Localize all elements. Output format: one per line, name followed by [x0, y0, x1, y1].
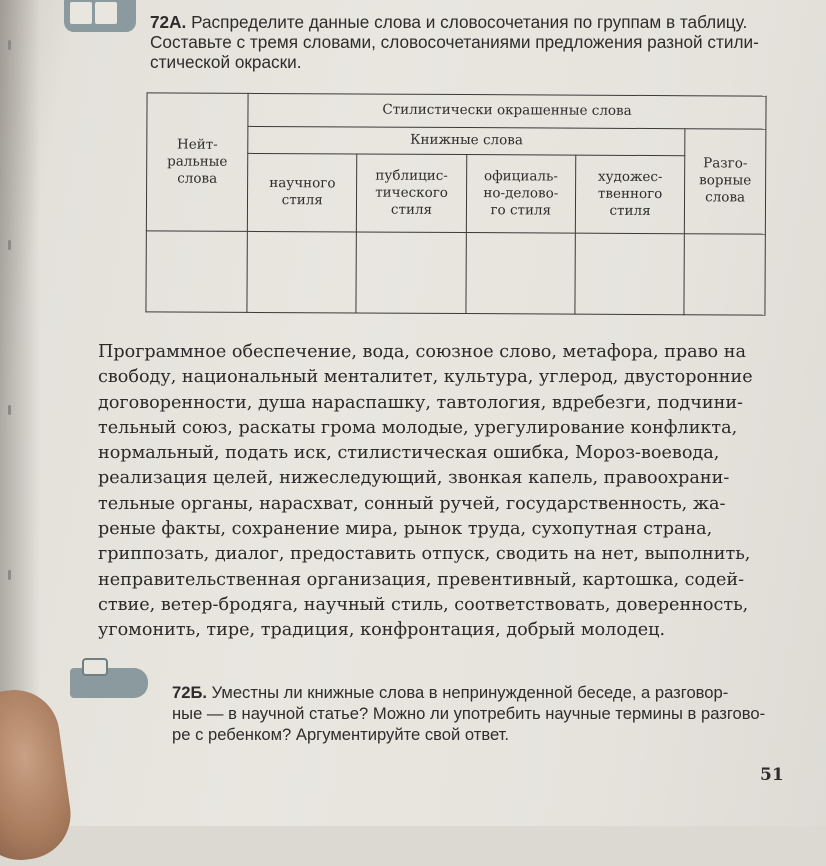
task-72a-line-2: Составьте с тремя словами, словосочетаниями предложения разной стили-: [150, 32, 759, 52]
task-72b: [172, 682, 772, 745]
word-line: неправительственная организация, превентивный, картошка, содей-: [98, 569, 745, 590]
artistic-line-2: твенного: [597, 185, 663, 202]
empty-cell-journalistic: [356, 232, 466, 314]
scientific-line-1: научного: [269, 175, 336, 192]
classification-table: [145, 92, 766, 315]
official-line-1: официаль-: [483, 167, 558, 185]
word-line: тельные органы, нарасхват, сонный ручей, государственность, жа-: [98, 493, 726, 514]
colloquial-words-header: [685, 129, 766, 234]
table-header-row-1: [147, 93, 766, 129]
artistic-style-header: [575, 155, 685, 234]
neutral-header-line-2: ральные: [167, 153, 228, 170]
colloquial-header-line-1: Разго-: [703, 155, 748, 172]
journalistic-line-2: тического: [375, 184, 448, 201]
word-line: договоренности, душа нараспашку, тавтология, вдребезги, подчини-: [98, 392, 743, 413]
empty-cell-artistic: [575, 233, 685, 315]
task-72a-line-1: [150, 12, 760, 32]
page-number: 51: [760, 765, 784, 785]
journalistic-line-3: стиля: [390, 201, 433, 218]
scientific-style-header: [247, 153, 357, 232]
task-72a-number: 72А.: [150, 12, 187, 32]
word-list: [98, 340, 778, 644]
discussion-task-icon: [70, 668, 148, 698]
book-left-leaf: [70, 2, 92, 24]
task-72b-line-2: ные — в научной статье? Можно ли употребить научные термины в разгово-: [172, 704, 766, 723]
empty-cell-colloquial: [684, 233, 765, 315]
word-line: угомонить, тире, традиция, конфронтация, добрый молодец.: [98, 620, 666, 641]
official-line-3: го стиля: [490, 201, 552, 219]
artistic-line-1: художес-: [597, 168, 663, 185]
task-72a-line-3: стической окраски.: [150, 52, 302, 72]
margin-mark: [8, 240, 11, 250]
colloquial-header-line-2: ворные: [699, 172, 752, 189]
speech-bubble-icon: [82, 658, 108, 676]
book-task-icon: [64, 0, 136, 32]
journalistic-style-header: [357, 154, 467, 233]
word-line: гриппозать, диалог, предоставить отпуск, сводить на нет, выполнить,: [98, 544, 751, 565]
neutral-header-line-1: Нейт-: [176, 136, 218, 153]
task-72b-line-1: [172, 682, 772, 703]
word-line: Программное обеспечение, вода, союзное слово, метафора, право на: [98, 342, 746, 362]
word-line: ствие, ветер-бродяга, научный стиль, соответствовать, доверенность,: [98, 594, 749, 615]
task-72b-text-1: Уместны ли книжные слова в непринужденной беседе, а разговор-: [211, 683, 729, 702]
word-line: тельный союз, раскаты грома молодые, урегулирование конфликта,: [98, 417, 738, 438]
word-line: реные факты, сохранение мира, рынок труда, сухопутная страна,: [98, 519, 713, 540]
task-72a-text-1: Распределите данные слова и словосочетания по группам в таблицу.: [191, 12, 748, 32]
margin-mark: [8, 570, 11, 580]
colloquial-header-line-3: слова: [705, 189, 746, 206]
neutral-words-header: [146, 93, 248, 231]
empty-cell-neutral: [146, 231, 248, 313]
margin-mark: [8, 40, 11, 50]
word-line: нормальный, подать иск, стилистическая ошибка, Мороз-воевода,: [98, 443, 720, 464]
margin-mark: [8, 405, 11, 415]
artistic-line-3: стиля: [609, 202, 651, 219]
task-72a: [150, 12, 760, 72]
neutral-header-line-3: слова: [177, 170, 218, 187]
stylistic-words-header: Стилистически окрашенные слова: [248, 93, 766, 129]
word-line: реализация целей, нижеследующий, звонкая капель, правоохрани-: [98, 468, 730, 489]
official-style-header: [466, 154, 576, 233]
empty-cell-scientific: [247, 231, 357, 313]
journalistic-line-1: публицис-: [375, 167, 448, 184]
table-empty-row: [146, 231, 765, 315]
scientific-line-2: стиля: [281, 192, 323, 209]
bookish-words-header: Книжные слова: [248, 126, 685, 155]
task-72b-number: 72Б.: [172, 683, 207, 702]
task-72b-line-3: ре с ребенком? Аргументируйте свой ответ.: [172, 725, 510, 744]
official-line-2: но-делово-: [483, 184, 559, 202]
word-line: свободу, национальный менталитет, культура, углерод, двусторонние: [98, 367, 753, 388]
book-right-leaf: [95, 2, 117, 24]
thumb: [0, 684, 76, 866]
empty-cell-official: [466, 232, 576, 314]
